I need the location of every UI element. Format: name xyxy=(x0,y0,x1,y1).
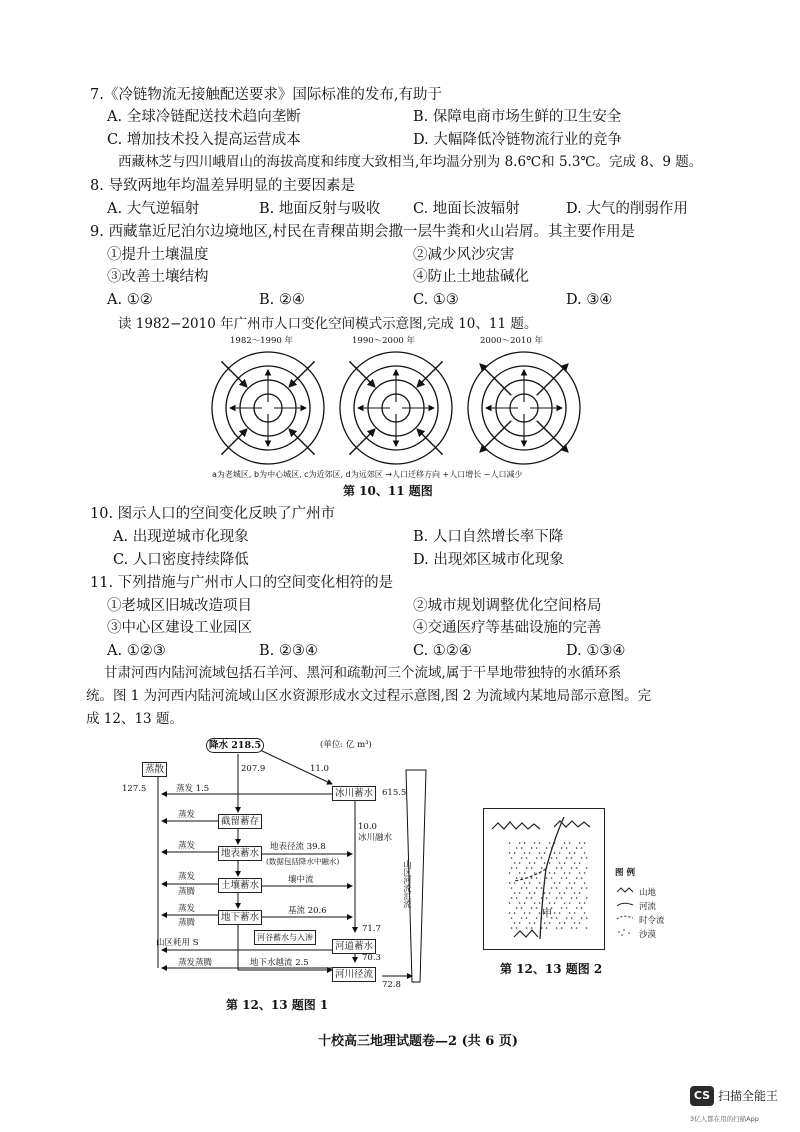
river-runoff-box: 河川径流 xyxy=(332,967,376,982)
panel-label-1982: 1982～1990 年 xyxy=(230,336,293,346)
desert-dot xyxy=(534,892,536,894)
intro-10-11: 读 1982−2010 年广州市人口变化空间模式示意图,完成 10、11 题。 xyxy=(118,316,538,332)
baseflow-label: 基流 20.6 xyxy=(288,906,327,916)
intro-12-13-line1: 甘肃河西内陆河流域包括石羊河、黑河和疏勒河三个流域,属于干旱地带独特的水循环系 xyxy=(104,665,622,681)
desert-dot xyxy=(536,857,538,859)
desert-dot xyxy=(511,897,513,899)
desert-dot xyxy=(531,897,533,899)
desert-dot xyxy=(561,927,563,929)
desert-dot xyxy=(571,897,573,899)
seasonal-stream xyxy=(514,869,546,881)
q7-option-c: C. 增加技术投入提高运营成本 xyxy=(107,132,301,148)
q9-stem: 9. 西藏靠近尼泊尔边境地区,村民在青稞苗期会撒一层牛粪和火山岩屑。其主要作用是 xyxy=(90,224,636,240)
desert-dot xyxy=(574,912,576,914)
figure-1-caption: 第 12、13 题图 1 xyxy=(226,998,329,1012)
desert-dot xyxy=(531,877,533,879)
desert-dot xyxy=(586,927,588,929)
migration-arrow xyxy=(537,364,568,395)
legend-desert: 沙漠 xyxy=(639,930,657,940)
legend-symbols xyxy=(615,884,635,944)
desert-dot xyxy=(584,852,586,854)
local-map-svg xyxy=(484,809,604,949)
river-icon xyxy=(617,903,633,906)
desert-dot xyxy=(549,842,551,844)
desert-dot xyxy=(574,862,576,864)
desert-dot xyxy=(569,912,571,914)
desert-dot xyxy=(514,892,516,894)
desert-dot xyxy=(521,887,523,889)
desert-dot xyxy=(571,887,573,889)
desert-dot xyxy=(581,877,583,879)
desert-dot xyxy=(556,857,558,859)
desert-dot xyxy=(549,922,551,924)
desert-dot xyxy=(534,862,536,864)
scanner-logo: CS xyxy=(690,1086,714,1106)
q9-item-4: ④防止土地盐碱化 xyxy=(413,269,529,285)
desert-dot xyxy=(556,897,558,899)
desert-icon xyxy=(618,929,630,936)
desert-dot xyxy=(559,862,561,864)
desert-dot xyxy=(546,847,548,849)
desert-dot xyxy=(526,897,528,899)
desert-dot xyxy=(521,847,523,849)
population-rings-svg xyxy=(200,336,600,476)
q9-option-a: A. ①② xyxy=(107,292,153,308)
desert-dot xyxy=(519,902,521,904)
point-jia: 甲 xyxy=(542,909,552,920)
q7-stem: 7.《冷链物流无接触配送要求》国际标准的发布,有助于 xyxy=(90,87,442,103)
desert-dot xyxy=(541,867,543,869)
runoff-note: (数据包括降水中融水) xyxy=(266,857,340,866)
desert-dot xyxy=(534,902,536,904)
intro-12-13-line3: 成 12、13 题。 xyxy=(86,711,183,727)
q9-option-c: C. ①③ xyxy=(413,292,459,308)
desert-dot xyxy=(509,902,511,904)
precipitation-box: 降水 218.5 xyxy=(206,738,264,753)
channel-storage-box: 河道蓄水 xyxy=(332,939,376,954)
desert-dot xyxy=(514,882,516,884)
desert-dot xyxy=(519,872,521,874)
desert-dot xyxy=(586,897,588,899)
q11-option-b: B. ②③④ xyxy=(259,643,318,659)
desert-dot xyxy=(516,907,518,909)
desert-dot xyxy=(576,877,578,879)
desert-dot xyxy=(546,927,548,929)
desert-dot xyxy=(544,892,546,894)
q10-option-d: D. 出现郊区城市化现象 xyxy=(413,552,564,568)
q11-option-d: D. ①③④ xyxy=(566,643,626,659)
desert-dot xyxy=(541,857,543,859)
desert-dot xyxy=(574,922,576,924)
unit-label: (单位: 亿 m³) xyxy=(320,740,372,750)
desert-dot xyxy=(559,922,561,924)
q10-option-a: A. 出现逆城市化现象 xyxy=(113,529,249,545)
desert-dot xyxy=(581,847,583,849)
desert-dot xyxy=(524,902,526,904)
desert-dot xyxy=(564,892,566,894)
desert-dot xyxy=(534,842,536,844)
q11-item-3: ③中心区建设工业园区 xyxy=(107,620,252,636)
desert-dot xyxy=(564,902,566,904)
desert-dot xyxy=(584,912,586,914)
desert-dot xyxy=(561,877,563,879)
desert-dot xyxy=(544,862,546,864)
desert-dot xyxy=(559,852,561,854)
mountain-icon xyxy=(617,888,633,892)
desert-dot xyxy=(581,907,583,909)
population-change-figure xyxy=(200,336,600,476)
desert-dot xyxy=(526,867,528,869)
q7-option-d: D. 大幅降低冷链物流行业的竞争 xyxy=(413,132,622,148)
desert-dot xyxy=(519,892,521,894)
desert-dot xyxy=(564,872,566,874)
desert-dot xyxy=(544,922,546,924)
desert-dot xyxy=(526,857,528,859)
panel-label-2000: 2000～2010 年 xyxy=(480,336,543,346)
desert-dot xyxy=(551,887,553,889)
desert-dot xyxy=(581,917,583,919)
desert-dot xyxy=(559,882,561,884)
desert-dot xyxy=(576,867,578,869)
value-11-0: 11.0 xyxy=(310,764,329,774)
desert-dot xyxy=(516,867,518,869)
desert-dot xyxy=(536,877,538,879)
q11-option-c: C. ①②④ xyxy=(413,643,472,659)
q10-stem: 10. 图示人口的空间变化反映了广州市 xyxy=(90,506,336,522)
value-207-9: 207.9 xyxy=(241,764,266,774)
groundwater-outflow-label: 地下水越流 2.5 xyxy=(250,958,309,968)
desert-dot xyxy=(511,887,513,889)
desert-dot xyxy=(539,912,541,914)
q10-option-b: B. 人口自然增长率下降 xyxy=(413,529,564,545)
interception-box: 截留蓄存 xyxy=(218,814,262,829)
valley-storage-box: 河谷蓄水与入渗 xyxy=(254,930,316,945)
desert-dot xyxy=(509,842,511,844)
desert-dot xyxy=(549,892,551,894)
desert-dot xyxy=(511,867,513,869)
migration-arrow xyxy=(480,364,511,395)
desert-dot xyxy=(529,912,531,914)
desert-dot xyxy=(511,917,513,919)
desert-dot xyxy=(579,902,581,904)
q9-item-2: ②减少风沙灾害 xyxy=(413,247,515,263)
desert-dot xyxy=(536,907,538,909)
desert-dot xyxy=(531,847,533,849)
desert-dot xyxy=(516,847,518,849)
desert-dot xyxy=(581,887,583,889)
panel-label-1990: 1990～2000 年 xyxy=(352,336,415,346)
desert-dot xyxy=(556,887,558,889)
figure-2-caption: 第 12、13 题图 2 xyxy=(500,962,603,976)
desert-dot xyxy=(566,907,568,909)
q8-stem: 8. 导致两地年均温差异明显的主要因素是 xyxy=(90,178,355,194)
desert-dot xyxy=(524,872,526,874)
desert-dot xyxy=(559,892,561,894)
desert-dot xyxy=(524,842,526,844)
desert-dot xyxy=(511,857,513,859)
desert-dot xyxy=(579,922,581,924)
q11-item-1: ①老城区旧城改造项目 xyxy=(107,598,252,614)
surface-storage-box: 地表蓄水 xyxy=(218,846,262,861)
ring-diagrams xyxy=(212,352,580,464)
desert-dot xyxy=(566,877,568,879)
desert-dot xyxy=(521,907,523,909)
scanner-sub: 3亿人都在用的扫描App xyxy=(690,1115,759,1123)
glacier-box: 冰川蓄水 xyxy=(332,786,376,801)
soil-storage-box: 土壤蓄水 xyxy=(218,878,262,893)
desert-dot xyxy=(519,842,521,844)
q7-option-a: A. 全球冷链配送技术趋向垄断 xyxy=(107,109,301,125)
desert-dot xyxy=(529,922,531,924)
desert-dot xyxy=(516,897,518,899)
page-footer: 十校高三地理试题卷—2 (共 6 页) xyxy=(318,1034,518,1049)
q9-option-d: D. ③④ xyxy=(566,292,613,308)
desert-dot xyxy=(571,857,573,859)
desert-dot xyxy=(584,882,586,884)
desert-dot xyxy=(569,842,571,844)
value-70-3: 70.3 xyxy=(362,953,381,963)
desert-dot xyxy=(554,872,556,874)
q11-option-a: A. ①②③ xyxy=(107,643,166,659)
desert-dot xyxy=(566,917,568,919)
desert-dot xyxy=(561,847,563,849)
desert-dot xyxy=(509,852,511,854)
desert-dot xyxy=(576,927,578,929)
desert-dot xyxy=(554,912,556,914)
desert-dot xyxy=(539,902,541,904)
desert-dot xyxy=(519,862,521,864)
q11-stem: 11. 下列措施与广州市人口的空间变化相符的是 xyxy=(90,575,394,591)
legend-seasonal: 时令流 xyxy=(639,916,665,926)
desert-dot xyxy=(556,927,558,929)
desert-dot xyxy=(584,872,586,874)
desert-dot xyxy=(571,867,573,869)
desert-dot xyxy=(539,882,541,884)
desert-dot xyxy=(576,907,578,909)
desert-dot xyxy=(584,842,586,844)
desert-dot xyxy=(541,887,543,889)
q8-option-a: A. 大气逆辐射 xyxy=(107,201,200,217)
q11-item-4: ④交通医疗等基础设施的完善 xyxy=(413,620,602,636)
desert-dot xyxy=(514,912,516,914)
desert-dot xyxy=(584,902,586,904)
desert-dot xyxy=(524,912,526,914)
desert-dot xyxy=(526,887,528,889)
desert-dot xyxy=(514,922,516,924)
desert-dot xyxy=(539,852,541,854)
figure-10-11-legend: a为老城区, b为中心城区, c为近郊区, d为远郊区 →人口迁移方向 +人口增长 −人口减少 xyxy=(212,470,523,479)
transp-label-2: 蒸腾 xyxy=(178,918,196,928)
desert-dot xyxy=(521,877,523,879)
desert-dot xyxy=(546,877,548,879)
migration-arrow xyxy=(537,421,568,452)
q9-item-3: ③改善土壤结构 xyxy=(107,269,209,285)
desert-dot xyxy=(569,872,571,874)
q9-option-b: B. ②④ xyxy=(259,292,305,308)
desert-dot xyxy=(576,847,578,849)
desert-dot xyxy=(586,867,588,869)
melt-value: 10.0 xyxy=(358,822,377,832)
intro-8-9: 西藏林芝与四川峨眉山的海拔高度和纬度大致相当,年均温分别为 8.6℃和 5.3℃。完成 8、9 题。 xyxy=(118,154,703,170)
desert-dot xyxy=(526,927,528,929)
surface-runoff-label: 地表径流 39.8 xyxy=(270,842,326,852)
desert-dot xyxy=(586,887,588,889)
figure-10-11-caption: 第 10、11 题图 xyxy=(343,484,433,498)
desert-dot xyxy=(569,882,571,884)
desert-dot xyxy=(516,927,518,929)
desert-dot xyxy=(536,887,538,889)
desert-dot xyxy=(564,842,566,844)
desert-dot xyxy=(561,867,563,869)
desert-dot xyxy=(556,867,558,869)
seasonal-stream-icon xyxy=(617,916,633,919)
desert-dot xyxy=(534,922,536,924)
interflow-label: 壤中流 xyxy=(288,875,314,885)
evap-1-5: 蒸发 1.5 xyxy=(176,784,210,794)
desert-dot xyxy=(586,917,588,919)
desert-dot xyxy=(546,897,548,899)
desert-dot xyxy=(536,847,538,849)
desert-dot xyxy=(554,882,556,884)
evap-label-2: 蒸发 xyxy=(178,841,196,851)
groundwater-box: 地下蓄水 xyxy=(218,910,262,925)
desert-dot xyxy=(574,852,576,854)
desert-dot xyxy=(561,907,563,909)
desert-dot xyxy=(571,917,573,919)
desert-dot xyxy=(554,902,556,904)
desert-dot xyxy=(551,877,553,879)
desert-dot xyxy=(561,897,563,899)
value-615-5: 615.5 xyxy=(382,788,407,798)
legend-mountain: 山地 xyxy=(639,888,657,898)
desert-dot xyxy=(564,922,566,924)
desert-dot xyxy=(579,872,581,874)
q8-option-c: C. 地面长波辐射 xyxy=(413,201,520,217)
desert-dot xyxy=(574,892,576,894)
evap-label-1: 蒸发 xyxy=(178,810,196,820)
legend-river: 河流 xyxy=(639,902,657,912)
desert-dot xyxy=(559,912,561,914)
desert-dot xyxy=(531,867,533,869)
evap-label-4: 蒸发 xyxy=(178,904,196,914)
q8-option-b: B. 地面反射与吸收 xyxy=(259,201,381,217)
desert-dot xyxy=(571,927,573,929)
q11-item-2: ②城市规划调整优化空间格局 xyxy=(413,598,602,614)
desert-dot xyxy=(549,872,551,874)
desert-dot xyxy=(509,882,511,884)
desert-dot xyxy=(556,917,558,919)
desert-dot xyxy=(529,862,531,864)
evap-label-3: 蒸发 xyxy=(178,872,196,882)
desert-dot xyxy=(524,882,526,884)
desert-dot xyxy=(534,872,536,874)
desert-dot xyxy=(566,847,568,849)
desert-dot xyxy=(574,882,576,884)
desert-dot xyxy=(554,852,556,854)
mountain-ridge-south xyxy=(514,930,538,937)
legend-title: 图 例 xyxy=(615,868,635,878)
confluence-label: 山区河流汇流 xyxy=(403,860,412,908)
hydrology-flowchart xyxy=(120,732,440,992)
desert-dot xyxy=(551,857,553,859)
value-71-7: 71.7 xyxy=(362,924,381,934)
desert-dot xyxy=(519,922,521,924)
scanner-name: 扫描全能王 xyxy=(718,1089,779,1103)
desert-dot xyxy=(586,857,588,859)
desert-dot xyxy=(516,877,518,879)
desert-dot xyxy=(521,917,523,919)
desert-dot xyxy=(536,917,538,919)
desert-dot xyxy=(549,862,551,864)
desert-dot xyxy=(576,897,578,899)
mountain-use-label: 山区耗用 S xyxy=(156,938,199,948)
desert-dot xyxy=(544,852,546,854)
desert-dot xyxy=(581,857,583,859)
desert-dot xyxy=(529,852,531,854)
desert-dot xyxy=(524,852,526,854)
transp-label-1: 蒸腾 xyxy=(178,887,196,897)
desert-dot xyxy=(569,852,571,854)
map-legend xyxy=(615,868,685,948)
desert-dot xyxy=(579,892,581,894)
q8-option-d: D. 大气的削弱作用 xyxy=(566,201,688,217)
migration-arrow xyxy=(480,421,511,452)
evapotranspiration-box: 蒸散 xyxy=(142,762,167,777)
desert-dot xyxy=(564,862,566,864)
desert-dot xyxy=(569,902,571,904)
desert-dot xyxy=(579,862,581,864)
intro-12-13-line2: 统。图 1 为河西内陆河流域山区水资源形成水文过程示意图,图 2 为流域内某地局部示意图。完 xyxy=(86,688,652,704)
desert-dot xyxy=(509,912,511,914)
evap-transp-label: 蒸发蒸腾 xyxy=(178,958,213,968)
desert-dot xyxy=(514,852,516,854)
desert-dot xyxy=(566,857,568,859)
desert-dot xyxy=(549,902,551,904)
q9-item-1: ①提升土壤温度 xyxy=(107,247,209,263)
desert-dot xyxy=(526,917,528,919)
local-map xyxy=(483,808,605,950)
mountain-ridge-north xyxy=(492,822,540,829)
desert-dot xyxy=(509,872,511,874)
value-72-8: 72.8 xyxy=(382,980,401,990)
desert-dot xyxy=(529,892,531,894)
melt-label: 冰川融水 xyxy=(358,833,393,843)
desert-dot xyxy=(511,927,513,929)
q10-option-c: C. 人口密度持续降低 xyxy=(113,552,249,568)
desert-dot xyxy=(539,842,541,844)
desert-dot xyxy=(514,862,516,864)
q7-option-b: B. 保障电商市场生鲜的卫生安全 xyxy=(413,109,622,125)
value-127-5: 127.5 xyxy=(122,784,147,794)
desert-dot xyxy=(579,842,581,844)
desert-dot xyxy=(529,882,531,884)
desert-dot xyxy=(531,907,533,909)
desert-dot xyxy=(521,857,523,859)
desert-dot xyxy=(566,887,568,889)
desert-dot xyxy=(531,927,533,929)
